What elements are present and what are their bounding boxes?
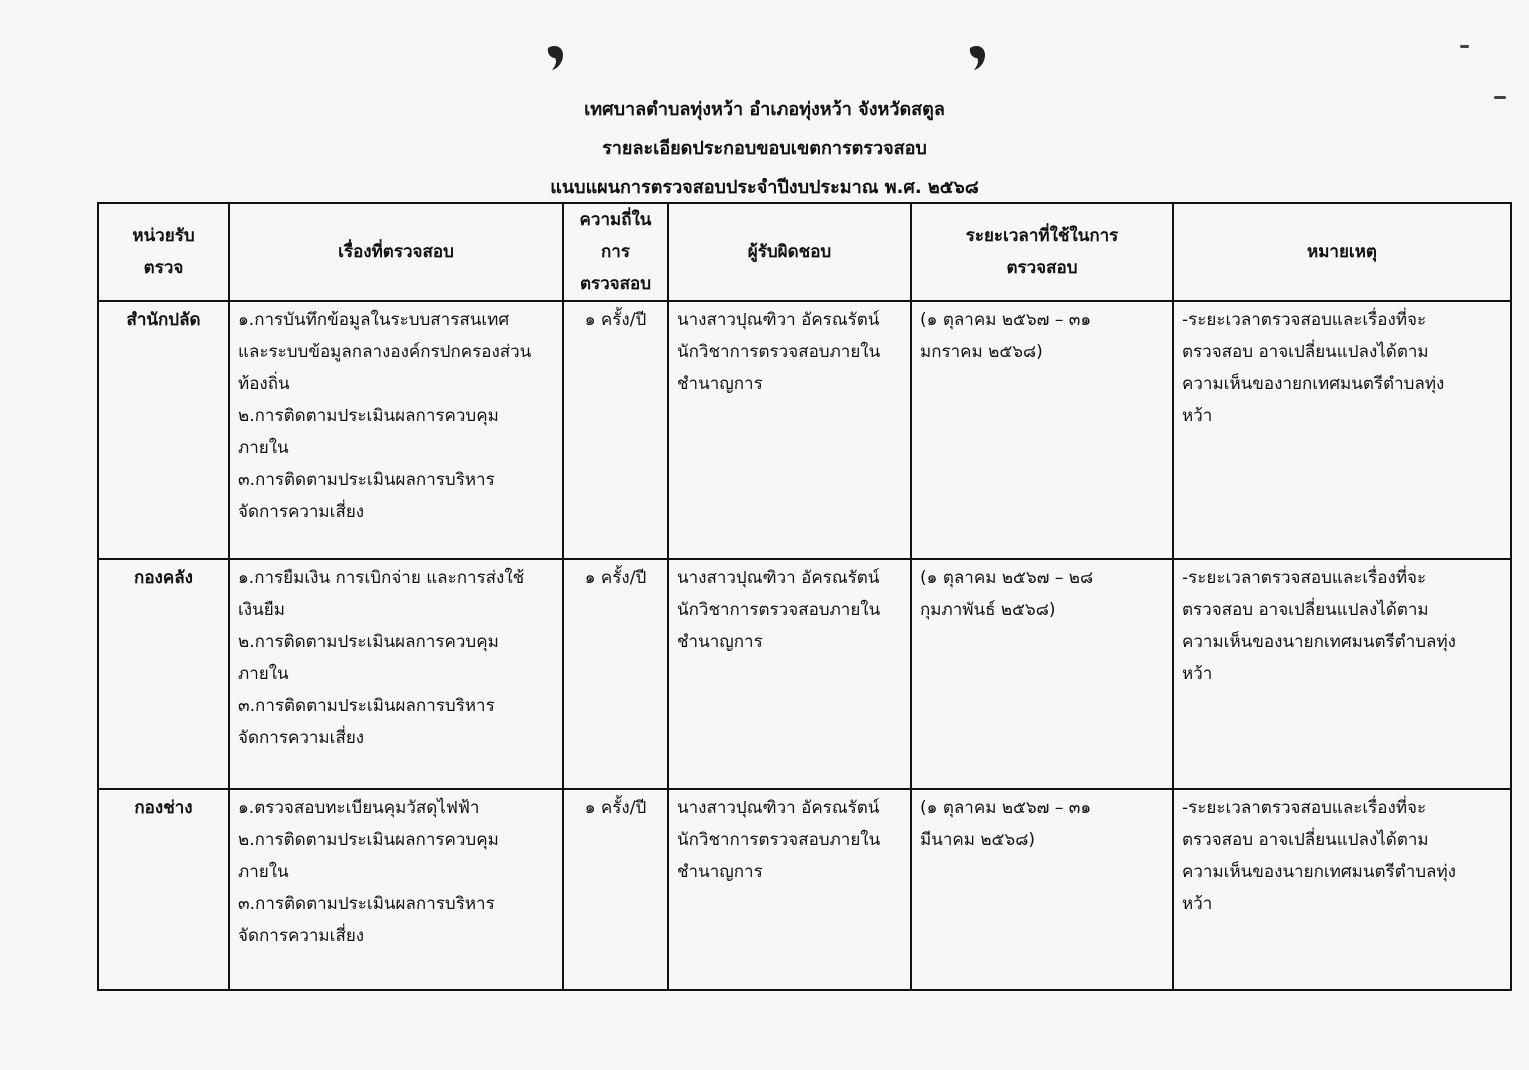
header-remark: หมายเหตุ (1173, 203, 1511, 301)
cell-period: (๑ ตุลาคม ๒๕๖๗ – ๓๑ มกราคม ๒๕๖๘) (911, 301, 1173, 559)
header-period: ระยะเวลาที่ใช้ในการ ตรวจสอบ (911, 203, 1173, 301)
cell-responsible: นางสาวปุณฑิวา อัครณรัตน์ นักวิชาการตรวจสอบภายใน ชำนาญการ (668, 301, 911, 559)
cell-unit: สำนักปลัด (98, 301, 229, 559)
cell-subjects: ๑.การยืมเงิน การเบิกจ่าย และการส่งใช้ เงินยืม ๒.การติดตามประเมินผลการควบคุม ภายใน ๓.การติดตามประเมินผลการบริหาร จัดการความเสี่ยง (229, 559, 563, 789)
audit-scope-table (97, 202, 1512, 991)
cell-frequency: ๑ ครั้ง/ปี (563, 559, 668, 789)
punch-hole-icon (544, 42, 566, 72)
cell-remark: -ระยะเวลาตรวจสอบและเรื่องที่จะ ตรวจสอบ อาจเปลี่ยนแปลงได้ตาม ความเห็นของนายกเทศมนตรีตำบลทุ่ง หว้า (1173, 559, 1511, 789)
cell-period: (๑ ตุลาคม ๒๕๖๗ – ๒๘ กุมภาพันธ์ ๒๕๖๘) (911, 559, 1173, 789)
document-title: เทศบาลตำบลทุ่งหว้า อำเภอทุ่งหว้า จังหวัดสตูล (584, 99, 945, 120)
cell-period: (๑ ตุลาคม ๒๕๖๗ – ๓๑ มีนาคม ๒๕๖๘) (911, 789, 1173, 990)
table-row (98, 789, 1511, 990)
cell-unit: กองคลัง (98, 559, 229, 789)
cell-frequency: ๑ ครั้ง/ปี (563, 789, 668, 990)
cell-frequency: ๑ ครั้ง/ปี (563, 301, 668, 559)
header-subject: เรื่องที่ตรวจสอบ (229, 203, 563, 301)
cell-unit: กองช่าง (98, 789, 229, 990)
table-header-row (98, 203, 1511, 301)
document-plan-title: แนบแผนการตรวจสอบประจำปีงบประมาณ พ.ศ. ๒๕๖๘ (550, 177, 979, 198)
punch-hole-icon (966, 42, 988, 72)
cell-responsible: นางสาวปุณฑิวา อัครณรัตน์ นักวิชาการตรวจสอบภายใน ชำนาญการ (668, 559, 911, 789)
table-row (98, 301, 1511, 559)
cell-remark: -ระยะเวลาตรวจสอบและเรื่องที่จะ ตรวจสอบ อาจเปลี่ยนแปลงได้ตาม ความเห็นของนายกเทศมนตรีตำบลทุ่ง หว้า (1173, 789, 1511, 990)
document-subtitle: รายละเอียดประกอบขอบเขตการตรวจสอบ (602, 138, 927, 159)
header-frequency: ความถี่ใน การ ตรวจสอบ (563, 203, 668, 301)
cell-subjects: ๑.การบันทึกข้อมูลในระบบสารสนเทศ และระบบข้อมูลกลางองค์กรปกครองส่วน ท้องถิ่น ๒.การติดตามประเมินผลการควบคุม ภายใน ๓.การติดตามประเมินผลการบริหาร จัดการความเสี่ยง (229, 301, 563, 559)
cell-subjects: ๑.ตรวจสอบทะเบียนคุมวัสดุไฟฟ้า ๒.การติดตามประเมินผลการควบคุม ภายใน ๓.การติดตามประเมินผลการบริหาร จัดการความเสี่ยง (229, 789, 563, 990)
cell-remark: -ระยะเวลาตรวจสอบและเรื่องที่จะ ตรวจสอบ อาจเปลี่ยนแปลงได้ตาม ความเห็นของายกเทศมนตรีตำบลทุ่ง หว้า (1173, 301, 1511, 559)
header-responsible: ผู้รับผิดชอบ (668, 203, 911, 301)
cell-responsible: นางสาวปุณฑิวา อัครณรัตน์ นักวิชาการตรวจสอบภายใน ชำนาญการ (668, 789, 911, 990)
header-unit: หน่วยรับ ตรวจ (98, 203, 229, 301)
table-row (98, 559, 1511, 789)
scan-speck (1460, 45, 1469, 48)
